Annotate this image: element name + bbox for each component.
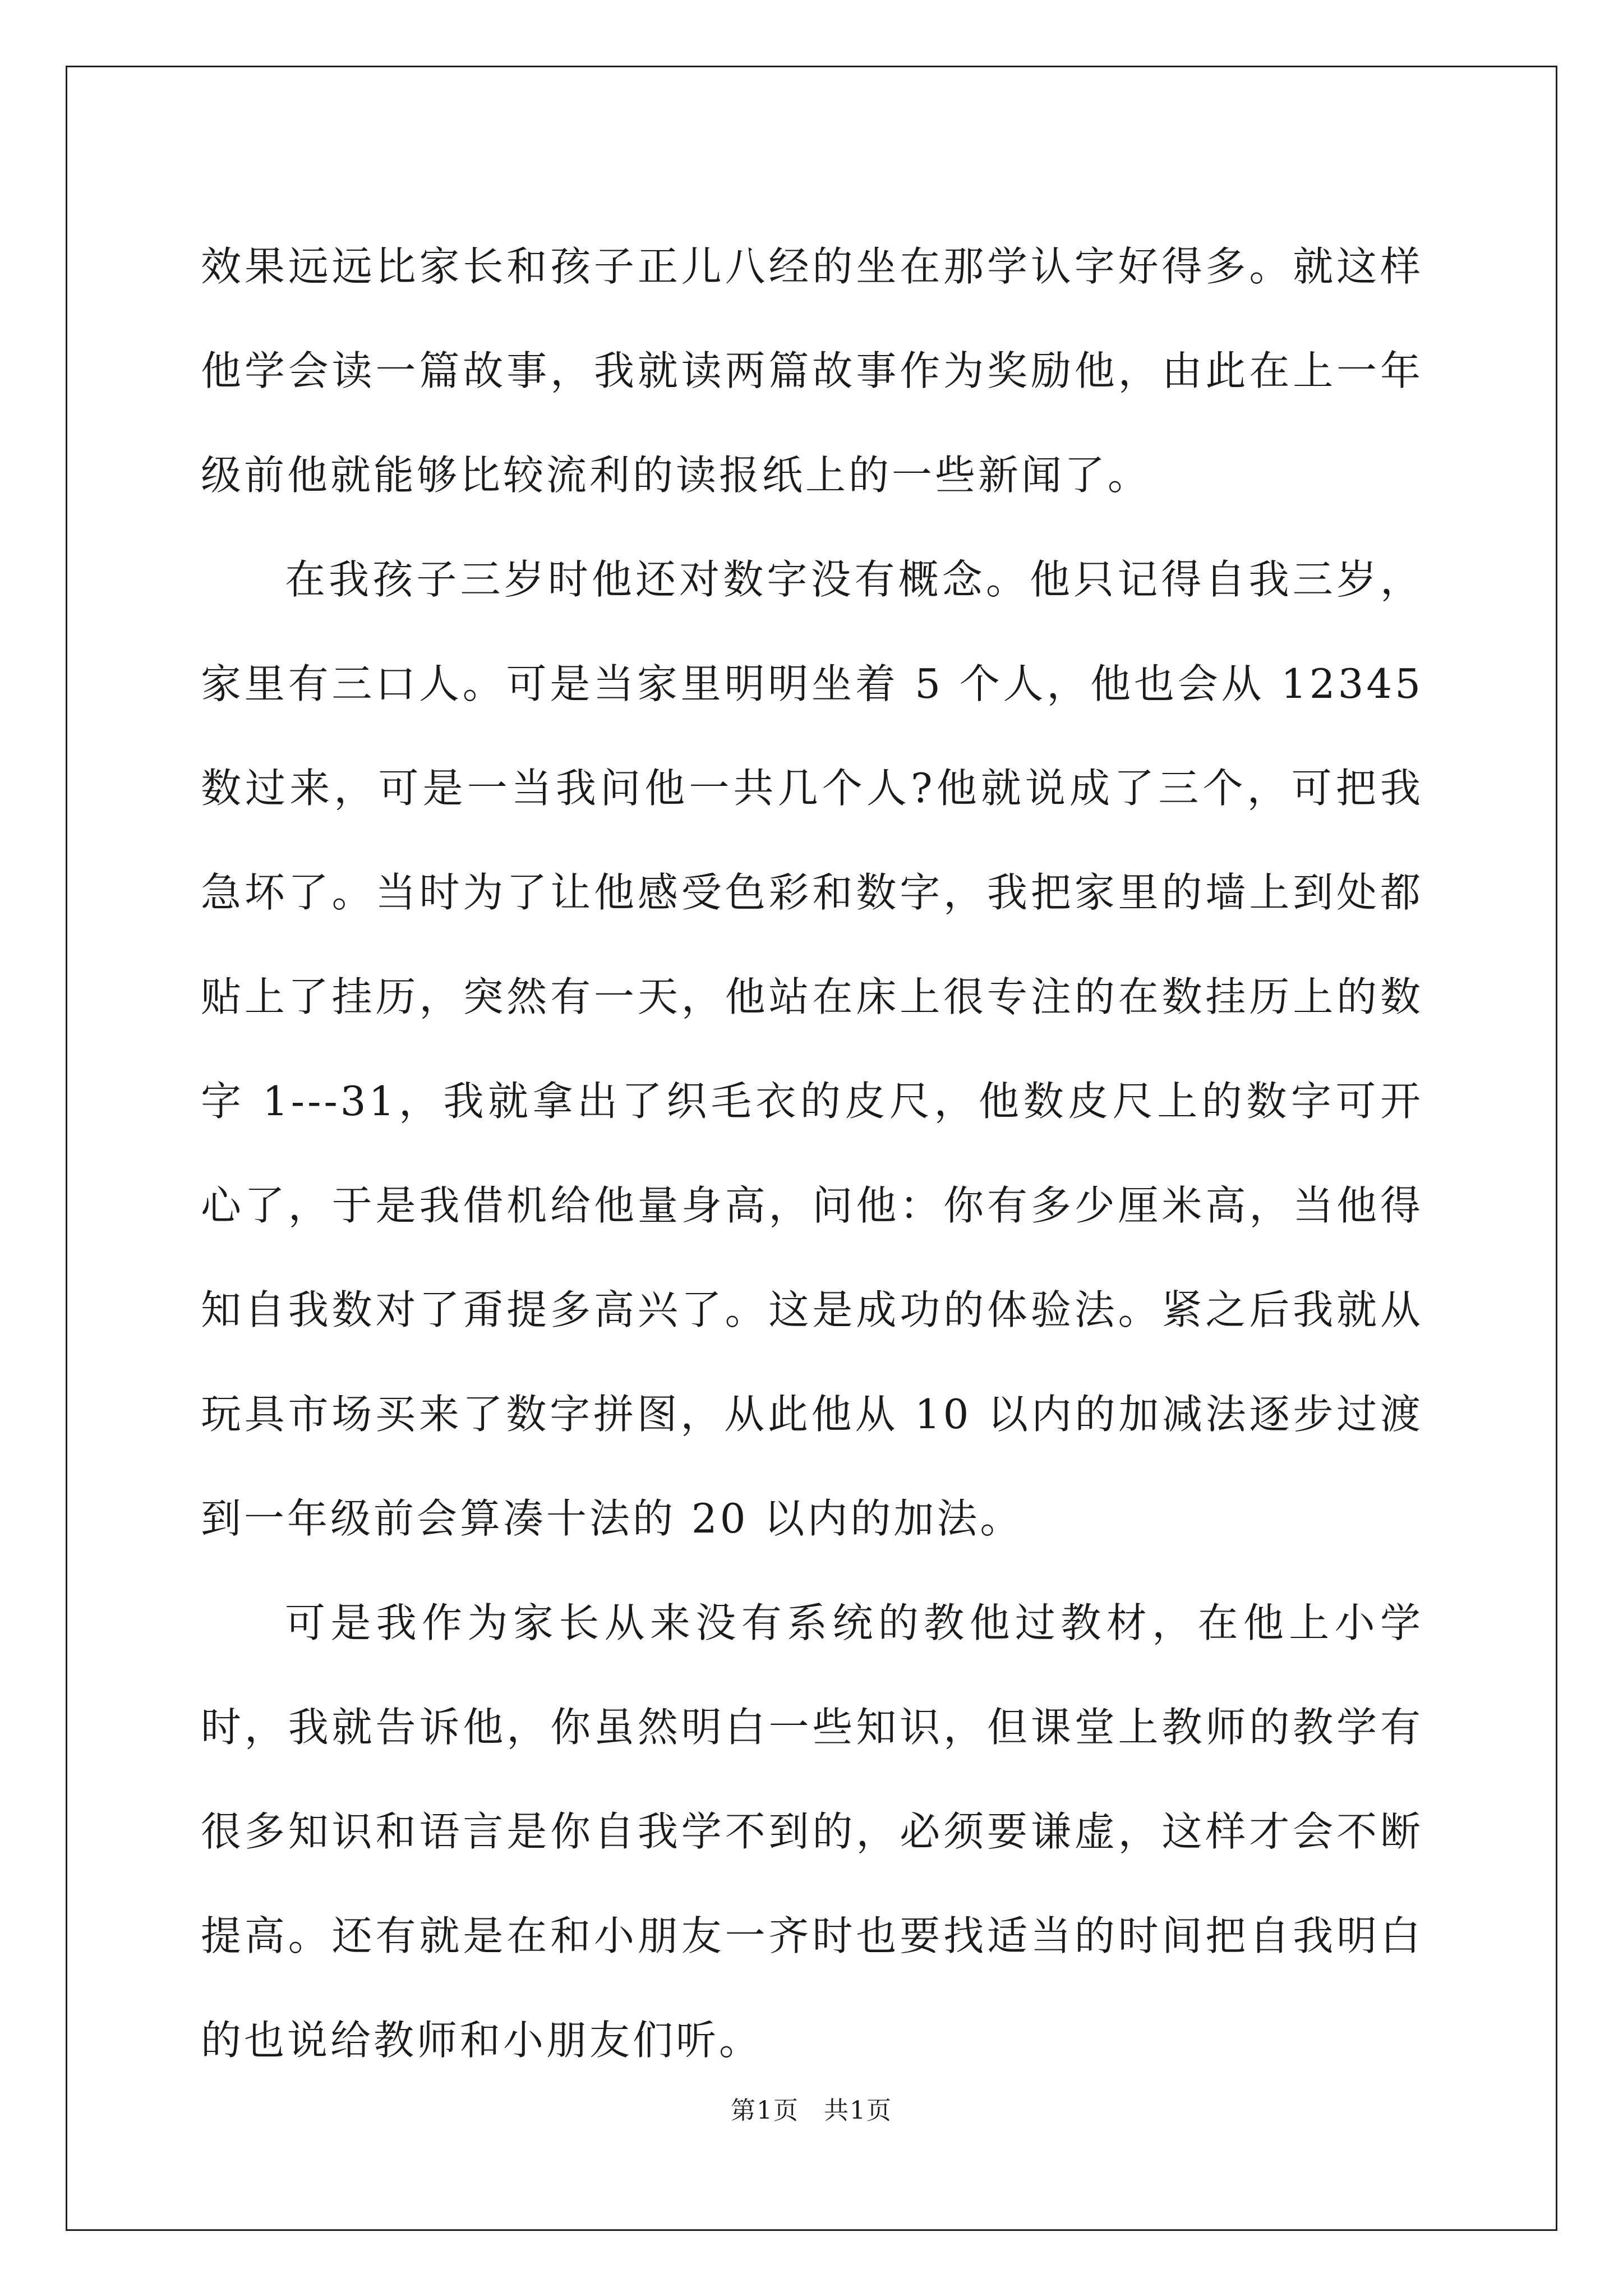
document-body [201, 214, 1423, 2092]
page-footer [0, 2094, 1623, 2128]
paragraph-2: 在我孩子三岁时他还对数字没有概念。他只记得自我三岁，家里有三口人。可是当家里明明坐着 5 个人，他也会从 12345 数过来，可是一当我问他一共几个人?他就说成了三个，可把我急坏了。当时为了让他感受色彩和数字，我把家里的墙上到处都贴上了挂历，突然有一天，他站在床上很专注的在数挂历上的数字 1---31，我就拿出了织毛衣的皮尺，他数皮尺上的数字可开心了，于是我借机给他量身高，问他：你有多少厘米高，当他得知自我数对了甭提多高兴了。这是成功的体验法。紧之后我就从玩具市场买来了数字拼图，从此他从 10 以内的加减法逐步过渡到一年级前会算凑十法的 20 以内的加法。 [201, 556, 1423, 1542]
paragraph-1: 效果远远比家长和孩子正儿八经的坐在那学认字好得多。就这样他学会读一篇故事，我就读两篇故事作为奖励他，由此在上一年级前他就能够比较流利的读报纸上的一些新闻了。 [201, 243, 1423, 499]
paragraph-3: 可是我作为家长从来没有系统的教他过教材，在他上小学时，我就告诉他，你虽然明白一些知识，但课堂上教师的教学有很多知识和语言是你自我学不到的，必须要谦虚，这样才会不断提高。还有就是在和小朋友一齐时也要找适当的时间把自我明白的也说给教师和小朋友们听。 [201, 1599, 1423, 2064]
page-total: 共1页 [824, 2096, 892, 2125]
page-number: 第1页 [731, 2096, 799, 2125]
